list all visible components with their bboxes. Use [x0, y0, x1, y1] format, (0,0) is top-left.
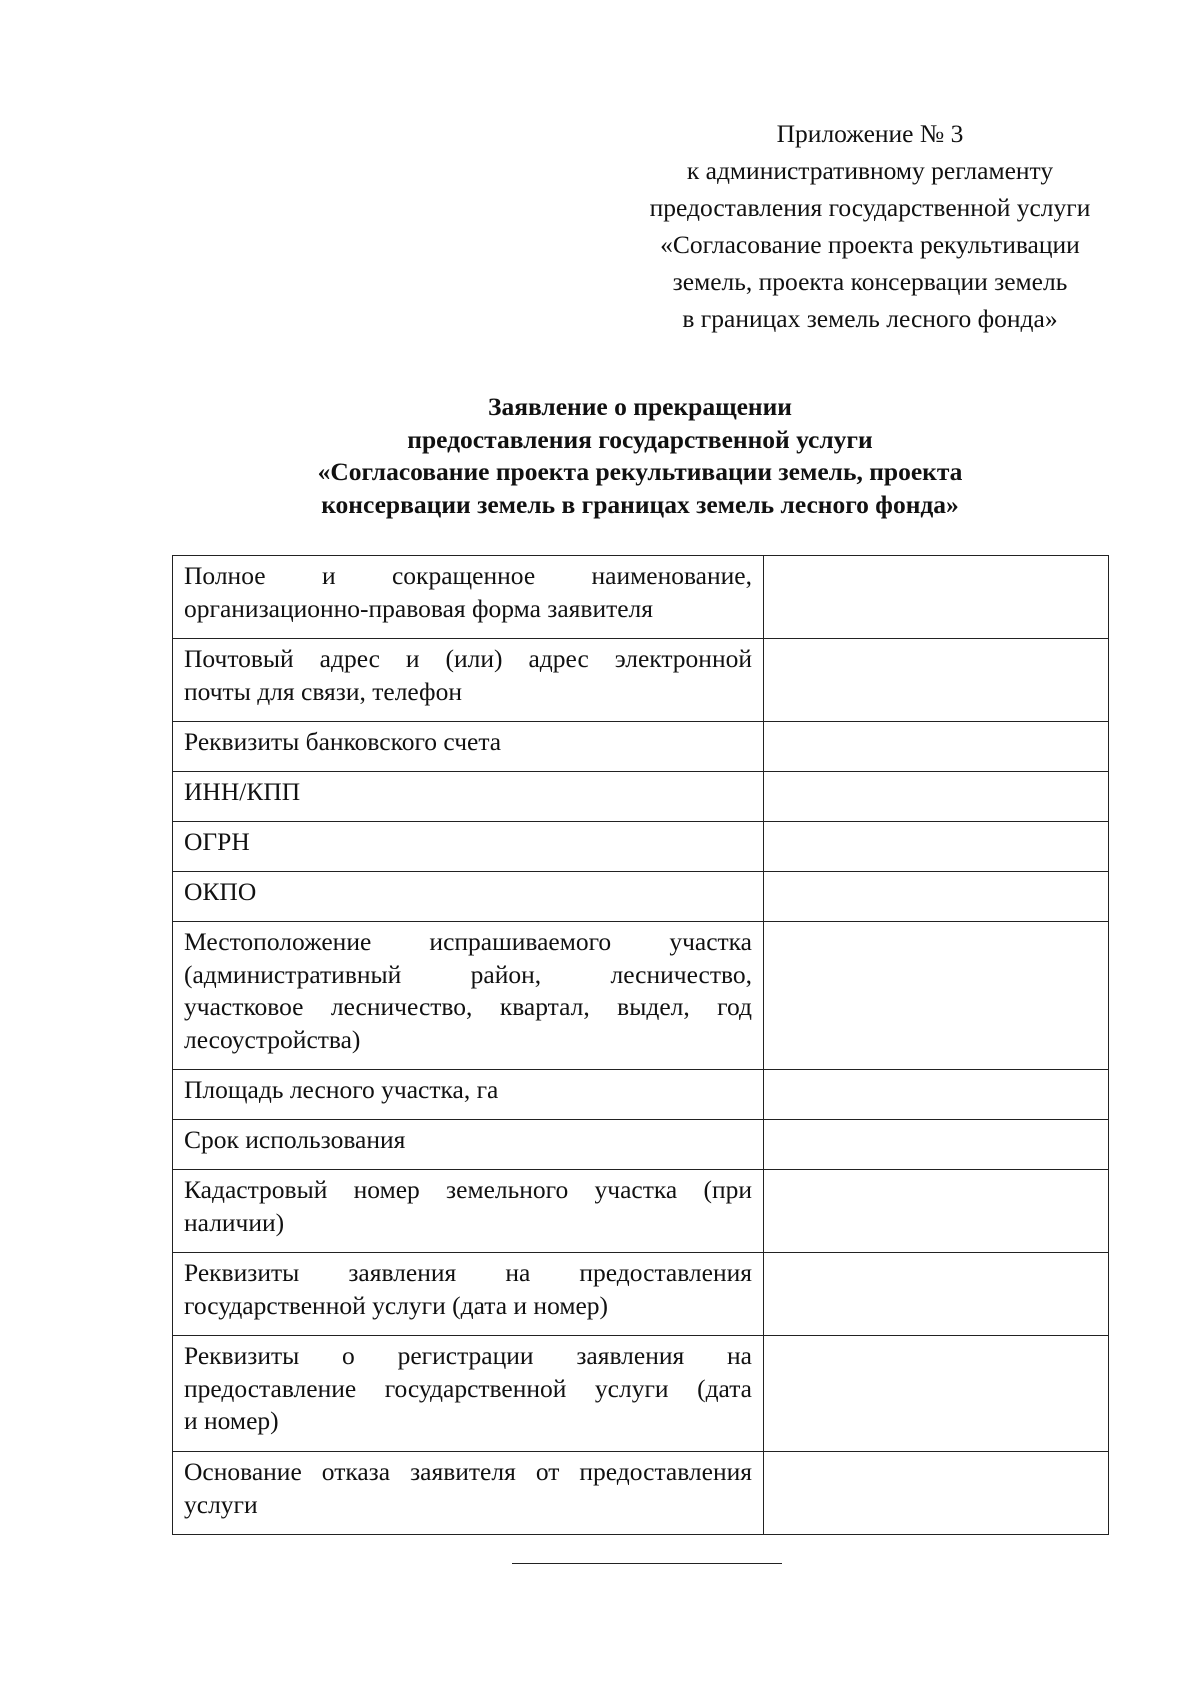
title-line: предоставления государственной услуги: [407, 424, 873, 454]
form-field-label-cell: [173, 922, 764, 1070]
form-field-label-cell: [173, 872, 764, 922]
form-field-value-cell[interactable]: [764, 639, 1109, 722]
form-field-label: [173, 1170, 763, 1239]
form-row: [173, 1170, 1109, 1253]
form-field-label-line: (административный район, лесничество,: [184, 959, 752, 989]
form-field-label: [173, 922, 763, 1056]
form-field-label: [173, 556, 763, 625]
form-field-label-cell: [173, 722, 764, 772]
form-field-value-cell[interactable]: [764, 772, 1109, 822]
form-field-label-line: ИНН/КПП: [184, 777, 301, 806]
form-field-label-line: услуги: [184, 1489, 258, 1519]
form-field-label-line: государственной услуги (дата и номер): [184, 1290, 609, 1320]
form-field-label-cell: [173, 1253, 764, 1336]
form-field-label-cell: [173, 772, 764, 822]
title-line: Заявление о прекращении: [487, 392, 792, 421]
form-row: [173, 1452, 1109, 1535]
form-row: [173, 556, 1109, 639]
form-field-value-cell[interactable]: [764, 722, 1109, 772]
form-field-value-cell[interactable]: [764, 1070, 1109, 1120]
form-field-label-line: и номер): [184, 1406, 279, 1435]
form-field-label-line: Площадь лесного участка, га: [184, 1075, 499, 1104]
form-field-label-line: Реквизиты банковского счета: [184, 727, 502, 756]
form-field-label-line: ОГРН: [184, 827, 250, 856]
form-field-label-cell: [173, 1070, 764, 1120]
form-row: [173, 772, 1109, 822]
form-field-label-cell: [173, 1170, 764, 1253]
appendix-header: [600, 115, 1140, 337]
form-field-label: [173, 639, 763, 708]
form-row: [173, 822, 1109, 872]
form-field-value-cell[interactable]: [764, 822, 1109, 872]
form-field-label-line: лесоустройства): [184, 1024, 361, 1054]
form-field-label: [173, 1120, 763, 1157]
form-field-label-cell: [173, 1120, 764, 1170]
form-field-value-cell[interactable]: [764, 1253, 1109, 1336]
form-field-label: [173, 1253, 763, 1322]
form-field-label-line: Реквизиты о регистрации заявления на: [184, 1341, 752, 1370]
title-line: «Согласование проекта рекультивации земель, проекта: [317, 457, 963, 486]
form-field-label-line: Полное и сокращенное наименование,: [184, 561, 752, 590]
form-field-label-line: Срок использования: [184, 1125, 406, 1154]
form-field-label: [173, 772, 763, 809]
form-field-label-line: Почтовый адрес и (или) адрес электронной: [184, 644, 752, 673]
form-field-value-cell[interactable]: [764, 1452, 1109, 1535]
form-field-label: [173, 872, 763, 909]
appendix-line: к административному регламенту: [686, 156, 1054, 185]
form-field-value-cell[interactable]: [764, 1120, 1109, 1170]
form-row: [173, 1070, 1109, 1120]
form-row: [173, 1253, 1109, 1336]
appendix-line: «Согласование проекта рекультивации: [660, 230, 1080, 259]
form-field-label-line: Местоположение испрашиваемого участка: [184, 927, 752, 956]
form-field-label: [173, 1070, 763, 1107]
form-field-value-cell[interactable]: [764, 872, 1109, 922]
form-field-label-line: организационно-правовая форма заявителя: [184, 593, 654, 623]
appendix-line: в границах земель лесного фонда»: [682, 304, 1058, 333]
form-row: [173, 1120, 1109, 1170]
form-field-label-line: ОКПО: [184, 877, 257, 906]
form-field-label-line: Реквизиты заявления на предоставления: [184, 1258, 752, 1287]
document-title: [170, 391, 1110, 521]
form-field-label-line: почты для связи, телефон: [184, 676, 462, 706]
form-field-label-cell: [173, 639, 764, 722]
form-field-label-cell: [173, 822, 764, 872]
appendix-line: земель, проекта консервации земель: [672, 267, 1068, 296]
form-row: [173, 872, 1109, 922]
form-field-value-cell[interactable]: [764, 1170, 1109, 1253]
form-field-label: [173, 822, 763, 859]
form-field-value-cell[interactable]: [764, 922, 1109, 1070]
form-field-label-cell: [173, 1452, 764, 1535]
form-field-label-cell: [173, 556, 764, 639]
form-field-label-line: предоставление государственной услуги (дата: [184, 1373, 752, 1403]
form-field-label: [173, 1452, 763, 1521]
form-row: [173, 722, 1109, 772]
form-field-label: [173, 1336, 763, 1438]
signature-line: [512, 1563, 782, 1564]
appendix-line: предоставления государственной услуги: [649, 193, 1091, 222]
appendix-line: Приложение № 3: [776, 119, 964, 148]
form-table-body: [173, 556, 1109, 1535]
form-field-label: [173, 722, 763, 759]
form-row: [173, 922, 1109, 1070]
form-row: [173, 639, 1109, 722]
form-field-label-cell: [173, 1336, 764, 1452]
form-row: [173, 1336, 1109, 1452]
application-form-table: [172, 555, 1109, 1535]
title-line: консервации земель в границах земель лесного фонда»: [321, 489, 959, 519]
form-field-label-line: наличии): [184, 1207, 285, 1237]
form-field-label-line: Кадастровый номер земельного участка (при: [184, 1175, 752, 1204]
form-field-label-line: участковое лесничество, квартал, выдел, год: [184, 992, 752, 1021]
form-field-label-line: Основание отказа заявителя от предоставления: [184, 1457, 752, 1486]
form-field-value-cell[interactable]: [764, 556, 1109, 639]
form-field-value-cell[interactable]: [764, 1336, 1109, 1452]
